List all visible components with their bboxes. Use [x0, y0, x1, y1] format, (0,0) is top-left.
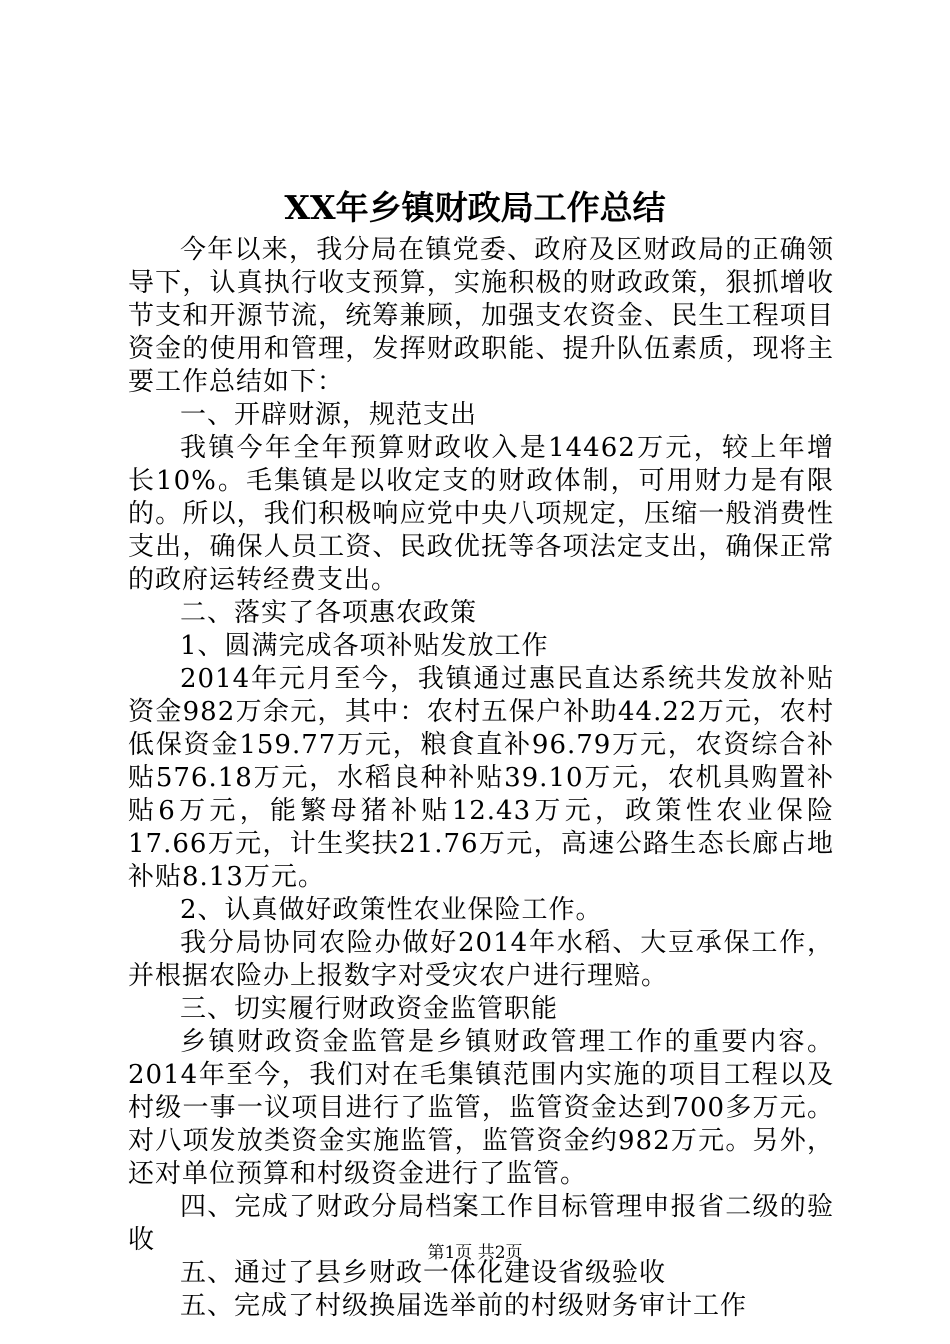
section-heading-3: 三、切实履行财政资金监管职能	[180, 994, 559, 1024]
document-title: XX年乡镇财政局工作总结	[284, 188, 666, 227]
section-heading-5a: 五、通过了县乡财政一体化建设省级验收	[180, 1258, 667, 1288]
subsection-heading-2-1: 1、圆满完成各项补贴发放工作	[180, 631, 549, 661]
subsection-2-2-paragraph: 我分局协同农险办做好2014年水稻、大豆承保工作，并根据农险办上报数字对受灾农户进行理赔。	[128, 928, 834, 991]
section-heading-2: 二、落实了各项惠农政策	[180, 598, 478, 628]
section-3-paragraph: 乡镇财政资金监管是乡镇财政管理工作的重要内容。2014年至今，我们对在毛集镇范围内实施的项目工程以及村级一事一议项目进行了监管，监管资金达到700多万元。对八项发放类资金实施监管，监管资金约982万元。另外，还对单位预算和村级资金进行了监管。	[128, 1027, 834, 1189]
page-number-footer: 第1页 共2页	[427, 1243, 523, 1263]
intro-paragraph: 今年以来，我分局在镇党委、政府及区财政局的正确领导下，认真执行收支预算，实施积极的财政政策，狠抓增收节支和开源节流，统筹兼顾，加强支农资金、民生工程项目资金的使用和管理，发挥财政职能、提升队伍素质，现将主要工作总结如下：	[128, 235, 834, 397]
section-heading-4: 四、完成了财政分局档案工作目标管理申报省二级的验收	[128, 1192, 834, 1255]
subsection-2-1-paragraph: 2014年元月至今，我镇通过惠民直达系统共发放补贴资金982万余元，其中：农村五保户补助44.22万元，农村低保资金159.77万元，粮食直补96.79万元，农资综合补贴576.18万元，水稻良种补贴39.10万元，农机具购置补贴6万元，能繁母猪补贴12.43万元，政策性农业保险17.66万元，计生奖扶21.76万元，高速公路生态长廊占地补贴8.13万元。	[128, 664, 834, 892]
document-body	[128, 234, 834, 1323]
subsection-heading-2-2: 2、认真做好政策性农业保险工作。	[180, 895, 603, 925]
section-1-paragraph: 我镇今年全年预算财政收入是14462万元，较上年增长10%。毛集镇是以收定支的财政体制，可用财力是有限的。所以，我们积极响应党中央八项规定，压缩一般消费性支出，确保人员工资、民政优抚等各项法定支出，确保正常的政府运转经费支出。	[128, 433, 834, 595]
section-heading-5b: 五、完成了村级换届选举前的村级财务审计工作	[180, 1291, 748, 1321]
section-heading-1: 一、开辟财源，规范支出	[180, 400, 478, 430]
